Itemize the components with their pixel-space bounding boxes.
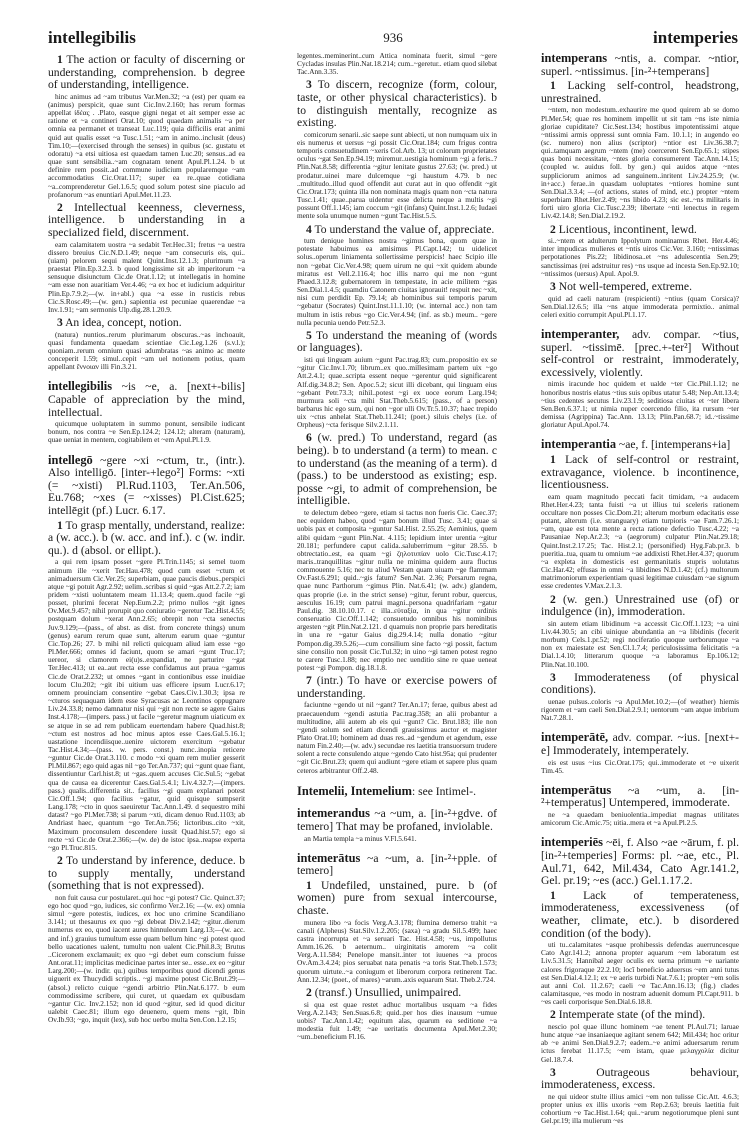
sense-definition [48,520,245,558]
sense-definition [541,890,739,940]
definition-text: To grasp mentally, understand, realize: a (w. acc.). b (w. acc. and inf.). c (w. indir. qu.). d (absol. or ellipt.). [48,518,245,557]
citation-block: quicumque uoluptatem in summo ponunt, sensibile iudicant bonum, nos contra ~e Sen.Ep.124.2; 124.12; alteram (naturam), quae ueniat in mentem, cogitabilem et ~em Apul.Pl.1.9. [48,419,245,445]
citation-block: uenae pulsus..coloris ~a Apul.Met.10.2;—(of weather) hiemis rigorem et ~am caeli Sen.Dial.2.9.1; uentorum ~am atque imbrium Nat.7.28.1. [541,696,739,723]
definition-text: Lack of self-control or restraint, extravagance, violence. b incontinence, licentiousness. [541,452,739,492]
sense-number: 1 [57,53,63,66]
citation-block: nescio pol quae illunc hominem ~ae tenent Pl.Aul.71; laruae hunc atque ~ae insaniaeque agitant senem 642; Mil.434; hoc oritur ab ~e animi Sen.Dial.9.2.7; eadem..~e animi aduersarum rerum ictus ferebat 11.17.5; ~em istam, quae μελαγχολία dicitur Gel.18.7.4. [541,1021,739,1064]
entry-head [48,454,245,518]
headword: intemerandus [297,806,370,821]
definition-text: To understand the value of, appreciate. [314,222,495,236]
sense-definition [297,224,497,237]
sense-definition [297,675,497,700]
definition-text: Lacking self-control, headstrong, unrestrained. [541,79,739,105]
sense-number: 3 [550,1065,556,1079]
column-1 [48,52,245,1027]
citation-block: eis est usus ~ius Cic.Orat.175; qui..immoderate et ~e uixerit Tim.45. [541,757,739,775]
sense-definition [541,1009,739,1022]
citation-block: (natura) nuntios..rerum plurimarum obscuras..~as inchoauit, quasi fundamenta quaedam scientiae Cic.Leg.1.26 (s.v.l.); quoniam..rerum omnium quasi adumbratas ~as animo ac mente conceperit 1.59; simul..cepit ~am uel notionem potius, quam appellant ἔννοιαν illi Fin.3.21. [48,329,245,372]
sense-definition [541,594,739,619]
citation-block: non fuit causa cur postularet..qui hoc ~gi potest? Cic. Quinct.37; ego hoc quod ~go, iudices, sic confirmo Ver.2.16; —(w. ex) omnia simul ~gere potestis, iudices, ex hoc uno crimine Scandiliano 3.141; ut thesaurus ex quo ~gi debeat Div.2.142; ~gitur..dierum numerus ex eo, quod iacent aures hinnuleorum Larg.13;—(w. acc. and inf.) grauius tumultum esse quam bellum hinc ~gi potest quod bello uacationes ualent, tumultu non ualent Cic.Phil.8.3; Brutus ..Ciceronem exclamauit; ex quo ~gi debet eum conscium fuisse Ant.orat.11; implicitas medicinae partes inter se.. esse..ex eo ~gitur Larg.200;—(w. indir. qu.) quibus temporibus quod dicendi genus uiguerit ex Thucydidi scriptis.. ~gi maxime potest Cic.Brut.29;—(absol.) relicto cuique ~gendi arbitrio Plin.Nat.6.177. b eum commodissime scribere, qui curet, ut quaedam ex quibusdam ~gantur Cic. Inv.2.152; non id quod ~gitur, sed id quod dicitur ualebit Caec.81; illum ego deuenero, quem mens ~git, Ibin Ov.Ib.93; ~go, inquit (lex), sub hoc uerbo multa Sen.Con.1.2.15; [48,892,245,1025]
entry-grammar: ~a ~um, a. [in-²+temperatus] Untempered, immoderate. [541,783,739,810]
sense-definition [48,317,245,330]
sense-definition [48,54,245,92]
headword: intellegibilis [48,379,113,394]
definition-text: (intr.) To have or exercise powers of understanding. [297,674,497,700]
running-head-first-entry: intellegibilis [48,28,136,47]
citation-block: si..~ntem et adulterum Ippolytum nominamus Rhet. Her.4.46; inter impudicas mulieres et ~ntis uiros Cic.Ver. 3.160; ~ntissimas perpotationes Pis.22; libidinosa..et ~ns adulescentia Sen.29; sanctissimas (rei adstruitur res) ~ns usque ad incesta Sen.Ep.92.10; ~ntissimos (uersus) Apul. Apol.9. [541,236,739,278]
definition-text: (w. gen.) Unrestrained use (of) or indulgence (in), immoderation. [541,592,739,619]
citation-block: sin autem etiam libidinum ~a accessit Cic.Off.1.123; ~a uini Liv.44.30.5; an cibi uinique abundantia an ~a libidinis (fecerit morbum) Cels.1.pr.52; regi nociferatio quoque uerborumque ~a non ex maiestate est Sen.Cl.1.7.4; periculosissima felicitatis ~a Dial.1.4.10; litterarum quoque ~a laboramus Ep.106.12; Plin.Nat.10.100. [541,618,739,669]
citation-block: comicorum senarii..sic saepe sunt abiecti, ut non numquam uix in eis numerus et uersus ~gi possit Cic.Orat.184; cum frigus contra temporis consuetudinem ~xeris Col.Arb. 13; ut colorum proprietates oculus ~gat Sen.Ep.94.19; miremur..uestigia hominum ~gi a feris..? Plin.Nat.8.58; differentia ~gitur lenitate gustus 27.63; (w. pred.) ut prodatur..uinei mare dulcemque ~gi haustum 4.79. b nec ..multitudo..illud quod offendit aut curat aut in quo offendit ~git Cic.Orat.173; quinta illa non nominata magis quam non ~cta natura Tusc.1.41; quae..parua uidentur esse delicta neque a multis ~gi possunt Off.1.145; iam coccum ~git (infans) Quint.Inst.1.2.6; Iudaei mente sola unumque numen ~gunt Tac.Hist.5.5. [297,129,497,221]
definition-text: Outrageous behaviour, immoderateness, excess. [541,1065,739,1092]
sense-number: 3 [550,279,556,293]
entry-head [541,731,739,757]
sense-number: 2 [306,985,312,999]
sense-number: 3 [57,316,63,329]
sense-definition [297,432,497,508]
sense-definition [541,672,739,697]
sense-number: 2 [57,200,63,214]
entry-head [297,852,497,878]
entry-grammar: ~a ~um, a. [in-²+pple. of temero] [297,851,497,878]
citation-block: a qui rem ipsam posset ~gere Pl.Trin.1145; si semel tuom animum ille ~xerit Ter.Hau.478; quod cum esset ~ctum et animaduersum Cic.Ver.25; superbiam, quae paucis diebus..perspici atque ~gi potuit Agr.2.92; uelim..scribas si quid ~gas Att.2.7.2; iam pridem ~xisti uoluntatem meam 11.13.4; quem..quod facile ~gi posset, plurimi fecerat Nep.Eum.2.2; primo nullos ~git ignes Ov.Met.9.457; nihil prorupit quo coniuratio ~geretur Tac.Hist.4.55; postquam dolum ~xerat Ann.2.65; obrepit non ~cta senectus Juv.9.129;—(pass., of abst. as dist. from concrete things) unum (genus) earum rerum quae sunt, alterum earum quae ~guntur Cic.Top.26; 27. b mihi nil relicti quicquam aliud iam esse ~go Pl.Mer.666; omnes id faciunt, quom se amari ~gunt Truc.17; uereor, si clamorem ei(u)s..expandiat, ne parturire ~gat Ter.Hec.413; ut ea..aut recta esse confidamus aut praua ~gamus Cic.de Orat.2.232; ut omnes ~gant in contionibus esse inuidiae locum Clu.202; ~git ibi uitium uas efficere ipsum Lucr.6.17; omnem prouinciam consentire ~gebat Caes.Civ.1.30.3; ipsa re ~cturos sequaquam idem esse Syracusas ac Leontinos oppugnare Liv.24.33.8; nemo damnatur nisi qui ~git non recte se agere Gaius Inst.4.178;—(impers. pass.) ut facile ~geretur magnum uiaticum ex se atque in se ad rem publicam euertendam habere Quad.hist.8; ~ctum est nostros ad hoc minus aptos esse Caes.Gal.5.16.1; uastatione incendiisque..uenire uictorem exercitum ~gebatur Tac.Hist.4.34;—(pass. w. pers. const.) nunc..inopia reticere ~guntur Cic.de Orat.3.110. c modo ~xi quam rem mulier gesserit Pl.Mil.867; ego quid agas nil ~go Ter.An.737; qui ~gunt quae fiant, dissentiuntur Carl.hist.8; ut ~gas..quem accuses Cic.Sul.5; ~gebat qua de causa ea dicerentur Caes.Gal.5.4.1; Liv.4.32.7;—(impers. pass.) qualis..differentia sit.. facilius ~gi quam explanari potest Cic.Off.1.94; quo facilius ~gatur, quid quisque sumpserit Lang.178; ~cto in quos saeuiretur Tac.Ann.1.49. d sequestro mihi datast? ~go Pl.Mer.738; si parum ~xti, dicam denuo Rud.1103; ab Andriast haec, quantum ~go Ter.An.756; lictoribus..cito ~xit, Maximum proconsulem descendere iussit Quad.hist.57; ego si recte ~xi Cic.de Orat.2.366;—(w. de) de istoc ipsa..reapse experta ~go Pl.Truc.815. [48,557,245,852]
definition-text: To understand by inference, deduce. b to supply mentally, understand (something that is not expressed). [48,854,245,893]
entry-grammar: ~gere ~xi ~ctum, tr., (intr.). Also intelligō. [inter-+lego²] Forms: ~xti (= ~xisti) Pl.Rud.1103, Ter.An.506, Eu.768; ~xes (= ~xisses) Pl.Cist.625; intellēgit (pf.) Lucr. 6.17. [48,453,245,517]
definition-text: (transf.) Unsullied, unimpaired. [314,985,462,999]
headword: Intemelii, Intemelium [297,783,412,798]
citation-block: te delectum debeo ~gere, etiam si tactus non fueris Cic. Caec.37; nec equidem habeo, quod ~gam bonum illud Tusc. 3.41; quae si uobis pax et composita ~guntur Sal.Hist. 2.55.25; Aeminius, quem alibi quidam ~gunt Plin.Nat. 4.115; lepidium inter urentia ~gitur 20.181; perfundere caput calida..saluberrimum ~gitur 28.55. b obtrectatio..est, ea quam ~gi ζηλοτυπίαν uolo Cic.Tusc.4.17; maris..tranquillitas ~gitur nulla ne minima quidem aura fluctus commouente 5.16; nec tu aliud Vestam quam uiuam ~ge flammam Ov.Fast.6.291; quid..~gis fatum? Sen.Nat. 2.36; Persarum regna, quae nunc Parthorum ~gimus Plin. Nat.6.41; (w. adv.) glandem, quas proprie (i.e. in the strict sense) ~gitur, ferunt robur, quercus, aesculus 16.19; cum patrui magni..persona quadrifariam ~gatur Paul.dig. 38.10.10.17. c illa..εὐταξία, in qua ~gitur ordinis conseruatio Cic.Off.1.142; consuetudo omnibus his nominibus argesten ~git Plin.Nat.2.121. d quamuis non proprie pars hereditatis in una re ~gatur Gaius dig.29.4.14; nulla donatio ~gitur Pompon.dig.39.5.26;—cum consilium sine facto ~gi possit, factum sine consilio non possit Cic.Tul.32; in uino ~gi tamen potest regno te carere Tusc.1.88; nec emptio nec uenditio sine re quae ueneat potest ~gi Pompon. dig.18.1.8. [297,508,497,672]
definition-text: Undefiled, unstained, pure. b (of women) pure from sexual intercourse, chaste. [297,878,498,918]
sense-number: 7 [306,674,312,688]
entry-head [541,784,739,810]
definition-text: Not well-tempered, extreme. [558,279,692,293]
entry-grammar: ~is ~e, a. [next+-bilis] Capable of appreciation by the mind, intellectual. [48,380,245,419]
citation-block: an Martia templa ~a minus V.Fl.5.641. [304,833,417,843]
citation-block: eam quam magnitudo peccati facit timidam, ~a audacem Rhet.Her.4.23; tanta fuisti ~a ut illius tui sceleris rationem occultare non posses Cic.Dom.21; alterum morbum edacitatis esse putant, alterum (i.e. stranguary) etiam turpioris ~ae Fam.7.26.1; ~am, quae est tota mente a recta ratione defectio Tusc.4.22; ~a Pausaniae Nep.Ar.2.3; ~a (aegrorum) culpatur Plin.Nat.29.18; Quint.Inst.2.17.25; Tac. Hist.2.1; (personified) Hyg.Fab.pr.3. b pueritia..tua, quam tu omnium ~ae addixisti Rhet.Her.4.37; quorum ~a expleta in domesticis est germanitatis stupris uolutatus Cic.Har.42; effusas in omni ~a libidines N.D.1.42; (cf.) multorum matrimoniorum experientiam quasi legitimae cuiusdam ~ae signum esse credentes V.Max.2.1.3. [541,491,739,591]
column-2 [297,52,497,1044]
definition-text: Intemperate state (of the mind). [558,1008,706,1022]
sense-definition [48,855,245,893]
headword: intemperanter, [541,327,620,341]
sense-number: 1 [550,888,556,902]
entry-grammar: adv. compar. ~tius, superl. ~tissimē. [prec.+-ter²] Without self-control or restraint, immoderately, excessively, violently. [541,328,739,379]
entry-head [541,836,739,887]
sense-number: 2 [550,222,556,236]
citation-block: quid ad caeli naturam (respicienti) ~ntius (quam Corsica)? Sen.Dial.12.6.5; illa ~ns atque immoderata permixtio.. animal celeri exitio corrumpit Apul.Pl.1.17. [541,293,739,319]
citation-block: hinc animus ad ~am tributus Var.Men.32; ~a (est) per quam ea (animus) perspicit, quae sunt Cic.Inv.2.160; has rerum formas appellat ἰδέας . .Plato, easque gigni negat et ait semper esse ac ratione et ~a contineri Orat.10; quod quaedam animalis ~a per omnia ea permanet et transeat Luc.119; quia difficilis erat animi quid aut qualis esset ~a Tusc.1.51; ~am in animo..inclusit (deus) Tim.10;—(exercised through the senses) in quibus (sc. gustatu et odoratu) ~a etsi uitiosa est quaedam tamen Luc.20; sensus..ad ea quae sunt sensibilia..~am cognatam tenent Apul.Pl.1.24. b ut definire rem possit..ad commune iudicium popularemque ~am accommodatius Cic.Orat.117; super ea re..quae cotidiana ~a..comprenderetur Gel.1.6.5; quod solum potest sine piaculo ad profanorum ~as enuntiari Apul.Met.11.23. [48,91,245,199]
definition-text: An idea, concept, notion. [65,316,182,329]
sense-definition [541,1067,739,1092]
entry-head [541,52,739,78]
citation-block: legentes..meminerint..cum Attica nominata fuerit, simul ~gere Cycladas insulas Plin.Nat.18.214; cum..~geretur.. etiam quod silebat Tac.Ann.3.35. [297,51,497,77]
definition-text: Intellectual keenness, cleverness, intelligence. b understanding in a specialized field, discernment. [48,200,245,239]
column-3 [541,52,739,1129]
definition-text: To discern, recognize (form, colour, taste, or other physical characteristics). b to distinguish mentally, recognize as existing. [297,78,497,130]
sense-definition [541,80,739,105]
definition-text: (w. pred.) To understand, regard (as being). b to understand (a term) to mean. c to understand (as the meaning of a term). d (pass.) to be understood as existing; esp. posse ~gi, to admit of comprehension, be intelligible. [297,431,498,508]
sense-definition [297,987,497,1000]
sense-number: 1 [550,452,556,466]
headword: intemperiēs [541,835,603,850]
headword: intellegō [48,452,93,467]
sense-number: 1 [550,79,556,93]
citation-block: si qua est quae restet adhuc mortalibus usquam ~a fides Verg.A.2.143; Sen.Suas.6.8; quid..per hos dies inausum ~umue uobis? Tac.Ann.1.42; equitum alas, quarum ea seditione ~a modestia fuit 1.49; ~ae ueritatis documenta Apul.Met.2.30; ~um..beneficium Fl.16. [297,999,497,1042]
headword: intemperantia [541,437,617,452]
definition-text: Lack of temperateness, immoderateness, excessiveness (of weather, climate, etc.). b disordered condition (of the body). [541,888,739,940]
definition-text: To understand the meaning of (words or languages). [297,328,497,355]
entry-grammar: : see Intimel-. [411,784,477,798]
entry-head [541,438,739,452]
citation-block: faciuntne ~gendo ut nil ~gant? Ter.An.17; ferae, quibus abest ad praecauendum ~gendi astutia Pac.trag.358; an alii probantur a multitudine, alii autem ab eis qui ~gunt? Cic. Brut.183; ille non ~gendi solum sed etiam dicendi grauissimus auctor et magister Plato Orat.10; hominem ad duas res..ad ~gendum et agendum, esse natum Fin.2.40;—(w. adv.) secundae res laetitia transuorsum trudere solent a recte consulendo atque ~gendo Cato hist.95a; qui prudenter ~git Cic.Brut.23; quem qui audiunt ~gere etiam et sapere plus quam ceteros arbitrantur Off.2.48. [297,700,497,775]
sense-definition [541,224,739,237]
entry-grammar: ~a ~um, a. [in-²+gdve. of temero] That may be profaned, inviolable. [297,807,497,833]
sense-number: 4 [306,222,312,236]
citation-block: ~ntem, non modestum..exhaurire me quod quirem ab se domo Pl.Mer.54; quae res hominem impellit ut sit tam ~ns iste nimia gloriae cupiditate? Cic.Sest.134; hostibus impotentissimi atque ~ntissimi armis oppressi sunt omnia Fam. 10.1.1; in augendo eo (sc. numero) non alius (scriptor) ~ntior est Liv.36.38.7; qui..tamquam aegrum ~ntem (me) coercerent Sen.Ep.65.1; stipes quas boni necessitate, ~ntes gloria consumerent Tac.Ann.14.15; (coupled w. auidus foll. by gen.) qui auidos atque ~ntes suppliciorum animos ad sanguinem..inritent Liv.24.25.9; (w. in+acc.) ferae..in quasdam uoluptates ~ntiores homine sunt Sen.Dial.3.3.4; —(of actions, states of mind, etc.) propter ~ntem superbiam Rhet.Her.2.49; ~ns libido 4.23; sic est..~ns militaris in forti uiro gloria Cic.Tusc.2.39; libertate ~nti lenectus in regem Liv.42.14.8; Sen.Dial.2.19.2. [541,105,739,221]
citation-block: isti qui linguam auium ~gunt Pac.trag.83; cum..propositio ex se ~gitur Cic.Inv.1.70; librum..ex quo..millesimam partem uix ~go Att.2.4.1; quae..scripta essent neque ~gerentur quid significarent Alf.dig.34.8.2; Sen. Apoc.5.2; sicut illi dicebant, qui linguam eius ~gebant Petr.73.3; nihil..potest ~gi ex uoce eorum Larg.194; murmura soli ~cta mihi Stat.Theb.5.615; (pass., of a person) barbarus hic ego sum, qui non ~gor ulli Ov.Tr.5.10.37; haec trepido uix ~ctus anhelat Stat.Theb.11.241; (poet.) siluis chelys (i.e. of Orpheus) ~cta ferisque Silv.2.1.11. [297,355,497,430]
entry-grammar: ~ae, f. [intemperans+ia] [616,438,731,452]
citation-block: ne ~a quaedam beniuolentia..impediat magnas utilitates amicorum Cic.Amic.75; uitia..mera et ~a Apul.Pl.2.5. [541,810,739,828]
running-head-last-entry: intemperies [653,28,738,47]
citation-block: uti tu..calamitates ~asque prohibessis defendas auerruncesque Cato Agr.141.2; annona propter aquarum ~em laboratum est Liv.5.31.5; Hannibal aeger oculis ex uerna primum ~e uariante calores frigoraque 22.2.10; locī beneficio aduersus ~em anni tutus est Sen.Dial.4.12.1; ex ~e aeris turbidi Nat.7.6.1; propter ~em solis aut anni Col. 11.2.67; caeli ~e Tac.Ann.16.13; (fig.) clades calamitasque, ~es modo in nostram aduenit domum Pl.Capt.911. b ~es caeli corporisque Sen.Dial.6.18.8. [541,940,739,1007]
citation-block: nimis iracunde hoc quidem et ualde ~ter Cic.Phil.1.12; ne honoribus nostris elatus ~tius suis opibus utatur 5.48; Nep.Att.13.4; ~tius cedentes secutus Liv.23.1.9; seditiosa ciuitas et ~ter libera Sen.Ben.6.37.1; ut nimia nuper coercendo filio, ita rursum ~ter demissa (Agrippina) Tac.Ann. 13.13; Plin.Pan.68.7; id..~tissime gloriatur Apul.Apol.74. [541,379,739,430]
entry-head [297,807,497,833]
sense-definition [297,79,497,129]
citation-block: tum denique homines nostra ~gimus bona, quom quae in potestate habuimus ea amisimus Pl.Capt.142; tu uidelicet solus..operum liniamenta sollertissime perspicis! haec Scipio ille non ~gebat Cic.Ver.4.98; quem uirum ne qui ~xit quidem abunde miratus est Vell.2.116.4; hoc illis narro qui me non ~gunt Phaed.3.12.8; gubernatorem in tempestate, in acie militem ~gas Sen.Dial.1.4.5; quamdiu Catonem ciuitas ignorauit! respuit nec ~xit, nisi cum perdidit Ep. 79.14; ab hominibus sui temporis parum ~gebatur (Socrates) Quint.Inst.11.1.10; (w. internal acc.) non tam multum in istis rebus ~go Cic.Ver.4.94; (inf. as sb.) meum.. ~gere nulla pecunia uendo Petr.52.3. [297,236,497,327]
sense-number: 1 [57,518,63,532]
sense-number: 6 [306,431,312,445]
running-head [48,28,738,48]
sense-number: 2 [550,592,556,606]
headword: intemerātus [297,850,361,865]
definition-text: Immoderateness (of physical conditions). [541,670,739,697]
headword: intemperātē, [541,730,609,745]
sense-number: 3 [306,78,312,92]
citation-block: ne qui uideor stulte illius amici ~em non tulisse Cic.Att. 4.6.3; propter unius ex illis uxoris ~em Rep.2.63; breuis laetitia fuit cohortium ~e Tac.Hist.1.64; qui..~arum negotiorumque pleni sunt Gel.pr.19; illa mulierum ~es [541,1091,739,1126]
entry-grammar: ~ntis, a. compar. ~ntior, superl. ~ntissimus. [in-²+temperans] [541,52,739,78]
sense-definition [48,202,245,240]
definition-text: Licentious, incontinent, lewd. [558,222,697,236]
definition-text: The action or faculty of discerning or understanding, comprehension. b degree of understanding, intelligence. [48,53,245,92]
entry-grammar: ~ēi, f. Also ~ae ~ārum, f. pl. [in-²+temperies] Forms: pl. ~ae, etc., Pl. Aul.71, 642, Mil.434, Cato Agr.141.2, Gel. pr.19; ~es (acc.) Gel.1.17.2. [541,836,739,888]
sense-definition [541,281,739,294]
sense-number: 1 [306,878,312,892]
sense-number: 2 [550,1008,556,1022]
headword: intemperātus [541,782,612,797]
sense-number: 3 [550,670,556,684]
citation-block: eam calamitatem uostra ~a sedabit Ter.Hec.31; fretus ~a uestra dissero breuius Cic.N.D.1.49; neque ~am consecuris eis, qui..(uiam) pelorem sequi malent Quint.Inst.12.1.3; plurimum ~a praestat Plin.Ep.3.2.3. b quod longissime sit ab imperitorum ~a sensuque disiunctum Cic.de Orat.1.12; ut intellegatis in homine ~am esse non auaritiam Ver.4.46; ~a ex hoc et iudicium adquiritur Plin.Ep.7.9.2;—(w. in+abl.) qua ~a esse in rusticis rebus Cic.S.Rosc.49;—(w. gen.) sapientia est pecuniae quaerendae ~a Inv.1.91; ~am sermonis Ulp.dig.28.1.20.9. [48,239,245,314]
headword: intemperans [541,51,608,65]
page-number: 936 [383,30,403,45]
sense-definition [297,880,497,918]
entry-head [541,328,739,379]
entry-grammar: adv. compar. ~ius. [next+-e] Immoderately, intemperately. [541,731,739,757]
sense-definition [297,330,497,355]
sense-number: 2 [57,854,63,867]
entry-head [48,380,245,419]
sense-number: 5 [306,328,312,342]
sense-definition [541,454,739,492]
citation-block: munera libo ~a focis Verg.A.3.178; flumina demerso trahit ~a canali (Alpheus) Stat.Silv.1.2.205; (saxa) ~a gradu Sil.5.499; haec castra incorrupta et ~a seruari Tac. Hist.4.58; ~us, impollutus Amm.16.26. b aeternum.. uirginitatis amorem ~a colit Verg.A.11.584; Penelope mansit..inter tot iuuenes ~a procos Ov.Am.3.4.24; pios seruabat nata penatis ~a toris Stat.Theb.1.573; quorum uirtute..~a coniugum et liberorum corpora retinerent Tac. Ann.12.34; (poet., of mares) ~arum..axis equarum Stat. Theb.2.724. [297,917,497,984]
cross-reference [297,785,497,799]
